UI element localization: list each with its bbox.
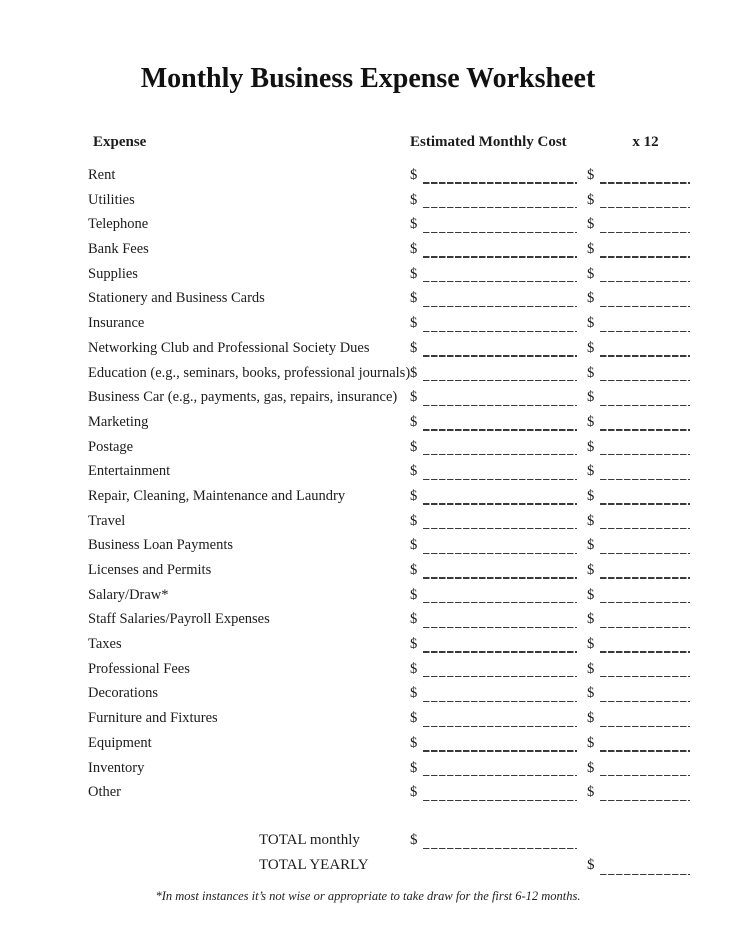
expense-row xyxy=(0,731,736,756)
dollar-sign: $ xyxy=(410,710,418,727)
total-monthly-label: TOTAL monthly xyxy=(259,831,360,848)
dollar-sign: $ xyxy=(587,537,595,554)
expense-label: Other xyxy=(88,784,122,801)
expense-label: Equipment xyxy=(88,734,152,751)
dollar-sign: $ xyxy=(410,660,418,677)
expense-label: Salary/Draw* xyxy=(88,586,169,603)
expense-label: Insurance xyxy=(88,315,145,332)
monthly-cost-cell xyxy=(410,311,577,336)
dollar-sign: $ xyxy=(410,537,418,554)
dollar-sign: $ xyxy=(587,413,595,430)
total-monthly-cell xyxy=(410,828,577,854)
dollar-sign: $ xyxy=(587,315,595,332)
expense-row xyxy=(0,410,736,435)
dollar-sign: $ xyxy=(587,710,595,727)
dollar-sign: $ xyxy=(410,586,418,603)
yearly-cost-cell xyxy=(587,583,690,608)
expense-label: Networking Club and Professional Society Dues xyxy=(88,339,370,356)
yearly-cost-cell xyxy=(587,632,690,657)
dollar-sign: $ xyxy=(587,784,595,801)
monthly-cost-blank[interactable] xyxy=(420,361,577,386)
yearly-cost-cell xyxy=(587,558,690,583)
monthly-cost-cell xyxy=(410,163,577,188)
monthly-cost-cell xyxy=(410,756,577,781)
dollar-sign: $ xyxy=(410,463,418,480)
expense-label: Inventory xyxy=(88,759,145,776)
monthly-cost-blank[interactable] xyxy=(420,607,577,632)
dollar-sign: $ xyxy=(410,216,418,233)
monthly-cost-cell xyxy=(410,780,577,805)
dollar-sign: $ xyxy=(410,241,418,258)
dollar-sign: $ xyxy=(410,685,418,702)
dollar-sign: $ xyxy=(587,759,595,776)
expense-row xyxy=(0,188,736,213)
monthly-cost-blank[interactable] xyxy=(420,262,577,287)
dollar-sign: $ xyxy=(410,265,418,282)
yearly-cost-cell xyxy=(587,780,690,805)
monthly-cost-cell xyxy=(410,583,577,608)
monthly-cost-blank[interactable] xyxy=(420,558,577,583)
monthly-cost-cell xyxy=(410,336,577,361)
yearly-cost-blank[interactable] xyxy=(597,780,690,805)
expense-label: Travel xyxy=(88,512,126,529)
yearly-cost-blank[interactable] xyxy=(597,558,690,583)
dollar-sign: $ xyxy=(587,364,595,381)
expense-label: Supplies xyxy=(88,265,138,282)
yearly-cost-cell xyxy=(587,336,690,361)
monthly-cost-cell xyxy=(410,731,577,756)
monthly-cost-cell xyxy=(410,262,577,287)
monthly-cost-cell xyxy=(410,410,577,435)
yearly-cost-blank[interactable] xyxy=(597,484,690,509)
monthly-cost-cell xyxy=(410,657,577,682)
dollar-sign: $ xyxy=(410,611,418,628)
yearly-cost-blank[interactable] xyxy=(597,681,690,706)
yearly-cost-blank[interactable] xyxy=(597,311,690,336)
monthly-cost-blank[interactable] xyxy=(420,385,577,410)
yearly-cost-blank[interactable] xyxy=(597,509,690,534)
yearly-cost-blank[interactable] xyxy=(597,731,690,756)
dollar-sign: $ xyxy=(587,512,595,529)
monthly-cost-blank[interactable] xyxy=(420,583,577,608)
expense-label: Professional Fees xyxy=(88,660,190,677)
expense-row xyxy=(0,509,736,534)
expense-row xyxy=(0,459,736,484)
expense-label: Business Car (e.g., payments, gas, repairs, insurance) xyxy=(88,389,398,406)
yearly-cost-blank[interactable] xyxy=(597,706,690,731)
expense-row xyxy=(0,385,736,410)
monthly-cost-blank[interactable] xyxy=(420,780,577,805)
monthly-cost-blank[interactable] xyxy=(420,188,577,213)
total-monthly-blank[interactable] xyxy=(420,828,577,854)
monthly-cost-blank[interactable] xyxy=(420,286,577,311)
dollar-sign: $ xyxy=(587,487,595,504)
expense-label: Furniture and Fixtures xyxy=(88,710,218,727)
expense-label: Marketing xyxy=(88,413,149,430)
monthly-cost-blank[interactable] xyxy=(420,459,577,484)
monthly-cost-cell xyxy=(410,188,577,213)
yearly-cost-cell xyxy=(587,731,690,756)
dollar-sign: $ xyxy=(410,784,418,801)
monthly-cost-blank[interactable] xyxy=(420,509,577,534)
yearly-cost-blank[interactable] xyxy=(597,756,690,781)
dollar-sign: $ xyxy=(410,364,418,381)
expense-row xyxy=(0,484,736,509)
dollar-sign: $ xyxy=(587,611,595,628)
yearly-cost-blank[interactable] xyxy=(597,533,690,558)
yearly-cost-cell xyxy=(587,533,690,558)
yearly-cost-cell xyxy=(587,657,690,682)
dollar-sign: $ xyxy=(587,660,595,677)
yearly-cost-cell xyxy=(587,484,690,509)
dollar-sign: $ xyxy=(410,315,418,332)
yearly-cost-cell xyxy=(587,163,690,188)
yearly-cost-blank[interactable] xyxy=(597,163,690,188)
expense-label: Staff Salaries/Payroll Expenses xyxy=(88,611,270,628)
yearly-cost-blank[interactable] xyxy=(597,212,690,237)
monthly-cost-blank[interactable] xyxy=(420,533,577,558)
table-header xyxy=(0,133,736,151)
dollar-sign: $ xyxy=(587,265,595,282)
yearly-cost-blank[interactable] xyxy=(597,459,690,484)
yearly-cost-cell xyxy=(587,706,690,731)
monthly-cost-blank[interactable] xyxy=(420,336,577,361)
monthly-cost-cell xyxy=(410,212,577,237)
expense-label: Stationery and Business Cards xyxy=(88,290,265,307)
yearly-cost-cell xyxy=(587,212,690,237)
expense-row xyxy=(0,262,736,287)
expense-label: Utilities xyxy=(88,191,135,208)
dollar-sign: $ xyxy=(410,389,418,406)
expense-row xyxy=(0,212,736,237)
yearly-cost-blank[interactable] xyxy=(597,410,690,435)
yearly-cost-blank[interactable] xyxy=(597,657,690,682)
footnote: *In most instances it’s not wise or appropriate to take draw for the first 6-12 months. xyxy=(155,888,581,903)
yearly-cost-cell xyxy=(587,385,690,410)
yearly-cost-blank[interactable] xyxy=(597,361,690,386)
expense-row xyxy=(0,336,736,361)
dollar-sign: $ xyxy=(410,413,418,430)
monthly-cost-cell xyxy=(410,484,577,509)
expense-row xyxy=(0,533,736,558)
dollar-sign: $ xyxy=(587,438,595,455)
dollar-sign: $ xyxy=(587,857,595,874)
page-title: Monthly Business Expense Worksheet xyxy=(140,63,596,94)
monthly-cost-cell xyxy=(410,361,577,386)
yearly-cost-cell xyxy=(587,435,690,460)
yearly-cost-blank[interactable] xyxy=(597,385,690,410)
dollar-sign: $ xyxy=(410,290,418,307)
expense-row xyxy=(0,583,736,608)
totals-section xyxy=(0,828,736,879)
dollar-sign: $ xyxy=(410,487,418,504)
monthly-cost-blank[interactable] xyxy=(420,435,577,460)
yearly-cost-cell xyxy=(587,188,690,213)
monthly-cost-cell xyxy=(410,632,577,657)
dollar-sign: $ xyxy=(587,685,595,702)
expense-label: Business Loan Payments xyxy=(88,537,233,554)
expense-row xyxy=(0,780,736,805)
monthly-cost-blank[interactable] xyxy=(420,681,577,706)
monthly-cost-cell xyxy=(410,435,577,460)
yearly-cost-cell xyxy=(587,286,690,311)
dollar-sign: $ xyxy=(587,241,595,258)
dollar-sign: $ xyxy=(410,734,418,751)
expense-row xyxy=(0,632,736,657)
expense-rows xyxy=(0,163,736,805)
dollar-sign: $ xyxy=(587,389,595,406)
monthly-cost-cell xyxy=(410,509,577,534)
yearly-cost-cell xyxy=(587,237,690,262)
yearly-cost-blank[interactable] xyxy=(597,188,690,213)
yearly-cost-cell xyxy=(587,756,690,781)
monthly-cost-blank[interactable] xyxy=(420,212,577,237)
expense-label: Decorations xyxy=(88,685,159,702)
monthly-cost-blank[interactable] xyxy=(420,632,577,657)
expense-label: Licenses and Permits xyxy=(88,562,212,578)
dollar-sign: $ xyxy=(587,636,595,653)
monthly-cost-cell xyxy=(410,237,577,262)
dollar-sign: $ xyxy=(587,339,595,356)
dollar-sign: $ xyxy=(587,290,595,307)
dollar-sign: $ xyxy=(410,636,418,653)
expense-row xyxy=(0,756,736,781)
dollar-sign: $ xyxy=(587,586,595,603)
dollar-sign: $ xyxy=(410,562,418,578)
dollar-sign: $ xyxy=(587,167,595,183)
dollar-sign: $ xyxy=(587,734,595,751)
expense-label: Telephone xyxy=(88,216,149,233)
monthly-cost-cell xyxy=(410,459,577,484)
monthly-cost-cell xyxy=(410,706,577,731)
expense-row xyxy=(0,286,736,311)
dollar-sign: $ xyxy=(410,339,418,356)
yearly-cost-cell xyxy=(587,607,690,632)
expense-label: Rent xyxy=(88,167,116,183)
monthly-cost-cell xyxy=(410,607,577,632)
expense-row xyxy=(0,681,736,706)
expense-row xyxy=(0,607,736,632)
monthly-cost-blank[interactable] xyxy=(420,657,577,682)
expense-label: Entertainment xyxy=(88,463,171,480)
total-yearly-blank[interactable] xyxy=(597,853,690,879)
yearly-cost-cell xyxy=(587,509,690,534)
dollar-sign: $ xyxy=(410,167,418,183)
dollar-sign: $ xyxy=(587,463,595,480)
yearly-cost-cell xyxy=(587,459,690,484)
yearly-cost-cell xyxy=(587,311,690,336)
monthly-cost-cell xyxy=(410,533,577,558)
yearly-cost-blank[interactable] xyxy=(597,632,690,657)
expense-label: Taxes xyxy=(88,636,122,653)
yearly-cost-blank[interactable] xyxy=(597,237,690,262)
expense-row xyxy=(0,706,736,731)
yearly-cost-cell xyxy=(587,262,690,287)
monthly-cost-blank[interactable] xyxy=(420,410,577,435)
monthly-cost-cell xyxy=(410,286,577,311)
monthly-cost-blank[interactable] xyxy=(420,756,577,781)
monthly-cost-cell xyxy=(410,385,577,410)
yearly-cost-blank[interactable] xyxy=(597,336,690,361)
monthly-cost-blank[interactable] xyxy=(420,484,577,509)
yearly-cost-cell xyxy=(587,681,690,706)
dollar-sign: $ xyxy=(587,191,595,208)
header-expense: Expense xyxy=(93,134,147,150)
monthly-cost-cell xyxy=(410,681,577,706)
yearly-cost-blank[interactable] xyxy=(597,607,690,632)
total-yearly-row xyxy=(0,853,736,879)
expense-row xyxy=(0,435,736,460)
yearly-cost-cell xyxy=(587,410,690,435)
expense-label: Education (e.g., seminars, books, professional journals) xyxy=(88,364,410,381)
yearly-cost-cell xyxy=(587,361,690,386)
monthly-cost-blank[interactable] xyxy=(420,731,577,756)
dollar-sign: $ xyxy=(410,438,418,455)
expense-row xyxy=(0,163,736,188)
expense-label: Postage xyxy=(88,438,134,455)
header-estimated-monthly-cost: Estimated Monthly Cost xyxy=(410,134,567,150)
yearly-cost-blank[interactable] xyxy=(597,583,690,608)
expense-row xyxy=(0,311,736,336)
expense-row xyxy=(0,558,736,583)
monthly-cost-blank[interactable] xyxy=(420,311,577,336)
monthly-cost-cell xyxy=(410,558,577,583)
dollar-sign: $ xyxy=(410,191,418,208)
yearly-cost-blank[interactable] xyxy=(597,286,690,311)
yearly-cost-blank[interactable] xyxy=(597,435,690,460)
dollar-sign: $ xyxy=(587,562,595,578)
expense-label: Bank Fees xyxy=(88,241,149,258)
monthly-cost-blank[interactable] xyxy=(420,237,577,262)
total-monthly-row xyxy=(0,828,736,854)
total-yearly-label: TOTAL YEARLY xyxy=(259,857,369,874)
expense-label: Repair, Cleaning, Maintenance and Laundry xyxy=(88,487,346,504)
total-yearly-cell xyxy=(587,853,690,879)
monthly-cost-blank[interactable] xyxy=(420,163,577,188)
monthly-cost-blank[interactable] xyxy=(420,706,577,731)
dollar-sign: $ xyxy=(410,831,418,848)
expense-row xyxy=(0,361,736,386)
expense-row xyxy=(0,657,736,682)
header-x12: x 12 xyxy=(632,134,659,150)
yearly-cost-blank[interactable] xyxy=(597,262,690,287)
dollar-sign: $ xyxy=(410,512,418,529)
dollar-sign: $ xyxy=(410,759,418,776)
dollar-sign: $ xyxy=(587,216,595,233)
expense-row xyxy=(0,237,736,262)
